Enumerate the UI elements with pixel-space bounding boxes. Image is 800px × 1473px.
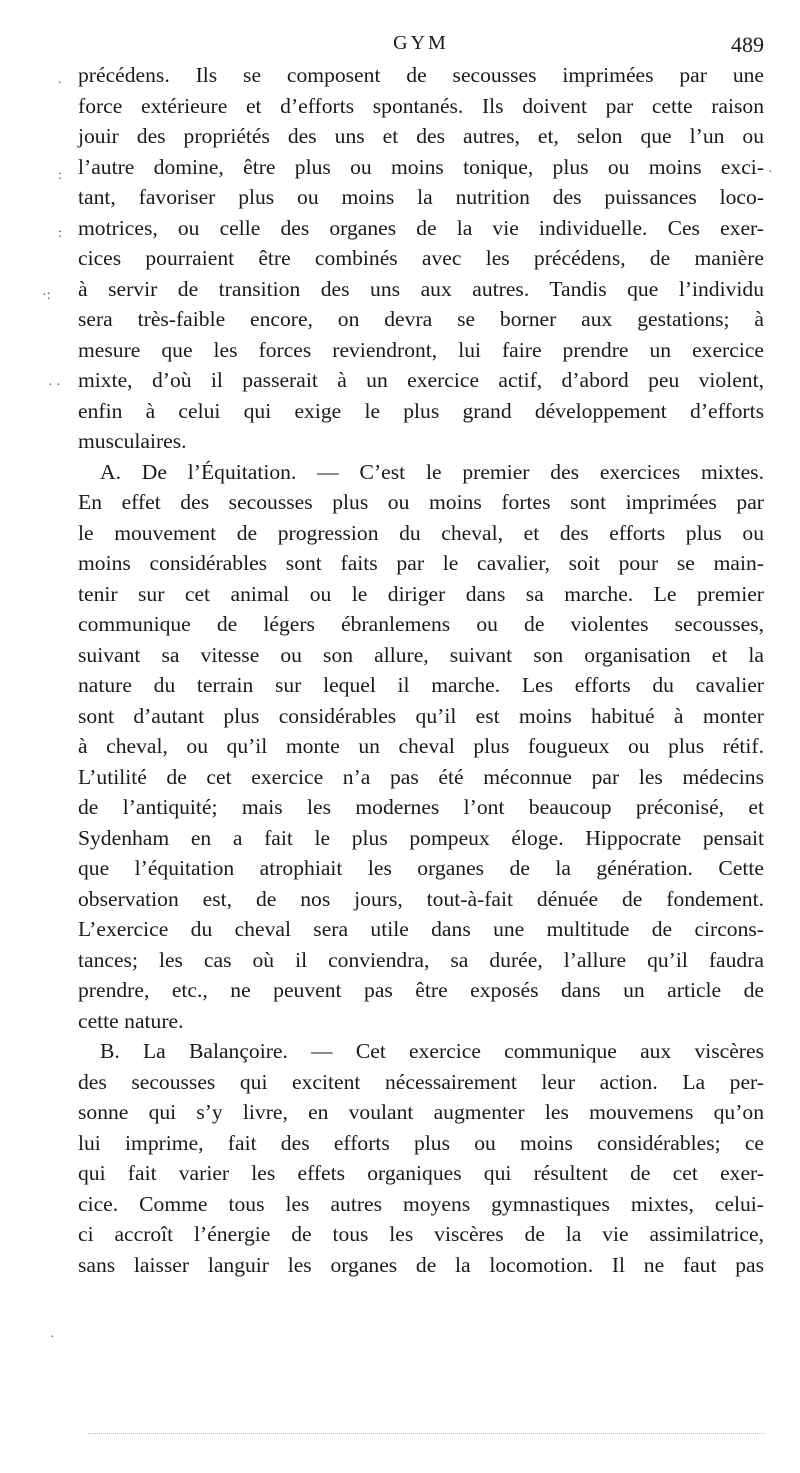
text-line: communique de légers ébranlemens ou de violentes secousses, [78, 612, 764, 636]
text-line: ci accroît l’énergie de tous les viscères de la vie assimilatrice, [78, 1222, 764, 1246]
text-line: mixte, d’où il passerait à un exercice actif, d’abord peu violent, [78, 368, 764, 392]
text-line: l’autre domine, être plus ou moins tonique, plus ou moins exci- [78, 154, 764, 179]
margin-speck: · [768, 165, 773, 180]
text-line: cice. Comme tous les autres moyens gymnastiques mixtes, celui- [78, 1191, 764, 1216]
text-line: tances; les cas où il conviendra, sa durée, l’allure qu’il faudra [78, 947, 764, 972]
text-line: enfin à celui qui exige le plus grand développement d’efforts [78, 398, 764, 423]
text-line: lui imprime, fait des efforts plus ou moins considérables; ce [78, 1130, 764, 1155]
text-line: sont d’autant plus considérables qu’il est moins habitué à monter [78, 703, 764, 728]
text-line: suivant sa vitesse ou son allure, suivant son organisation et la [78, 642, 764, 667]
text-line: sera très-faible encore, on devra se borner aux gestations; à [78, 307, 764, 331]
running-head [78, 32, 764, 62]
text-line: sonne qui s’y livre, en voulant augmenter les mouvemens qu’on [78, 1100, 764, 1124]
margin-speck: · · [48, 378, 61, 393]
text-line: L’utilité de cet exercice n’a pas été méconnue par les médecins [78, 764, 764, 789]
text-line: à cheval, ou qu’il monte un cheval plus fougueux ou plus rétif. [78, 734, 764, 758]
text-line: que l’équitation atrophiait les organes de la génération. Cette [78, 856, 764, 880]
running-title: GYM [393, 32, 449, 54]
text-line: sans laisser languir les organes de la locomotion. Il ne faut pas [78, 1252, 764, 1277]
margin-speck: : [58, 226, 62, 241]
text-line: prendre, etc., ne peuvent pas être exposés dans un article de [78, 978, 764, 1002]
text-line: observation est, de nos jours, tout-à-fait dénuée de fondement. [78, 886, 764, 911]
text-line: musculaires. [78, 429, 187, 453]
page-number: 489 [731, 32, 764, 57]
text-line: Sydenham en a fait le plus pompeux éloge. Hippocrate pensait [78, 825, 764, 850]
text-line: tant, favoriser plus ou moins la nutrition des puissances loco- [78, 185, 764, 209]
text-line: à servir de transition des uns aux autres. Tandis que l’individu [78, 276, 764, 301]
margin-speck: ·: [42, 288, 51, 303]
text-line: A. De l’Équitation. — C’est le premier des exercices mixtes. [100, 459, 764, 484]
text-line: motrices, ou celle des organes de la vie individuelle. Ces exer- [78, 215, 764, 240]
text-line: force extérieure et d’efforts spontanés. Ils doivent par cette raison [78, 93, 764, 118]
text-line: le mouvement de progression du cheval, et des efforts plus ou [78, 520, 764, 545]
text-line: qui fait varier les effets organiques qui résultent de cet exer- [78, 1161, 764, 1185]
text-line: cices pourraient être combinés avec les précédens, de manière [78, 246, 764, 270]
text-line: moins considérables sont faits par le cavalier, soit pour se main- [78, 551, 764, 575]
margin-speck: : [58, 168, 62, 183]
text-line: L’exercice du cheval sera utile dans une multitude de circons- [78, 917, 764, 941]
text-line: jouir des propriétés des uns et des autres, et, selon que l’un ou [78, 124, 764, 148]
text-line: tenir sur cet animal ou le diriger dans sa marche. Le premier [78, 581, 764, 606]
text-line: B. La Balançoire. — Cet exercice communique aux viscères [100, 1039, 764, 1063]
margin-speck: · [50, 1330, 55, 1345]
text-line: En effet des secousses plus ou moins fortes sont imprimées par [78, 490, 764, 514]
text-line: cette nature. [78, 1008, 184, 1033]
text-line: de l’antiquité; mais les modernes l’ont beaucoup préconisé, et [78, 795, 764, 819]
text-line: mesure que les forces reviendront, lui faire prendre un exercice [78, 337, 764, 362]
body-text [78, 60, 764, 1280]
footer-rule [88, 1433, 764, 1434]
text-line: précédens. Ils se composent de secousses imprimées par une [78, 63, 764, 87]
text-line: nature du terrain sur lequel il marche. Les efforts du cavalier [78, 673, 764, 697]
text-line: des secousses qui excitent nécessairement leur action. La per- [78, 1069, 764, 1094]
margin-speck: . [58, 72, 62, 87]
